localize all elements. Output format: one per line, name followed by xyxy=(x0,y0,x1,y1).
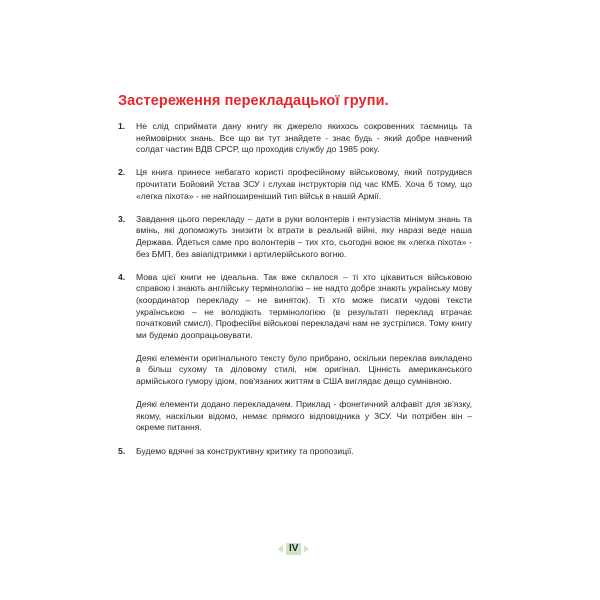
paragraph-added-elements xyxy=(118,399,472,434)
numbered-item-4 xyxy=(118,272,472,342)
item-number: 2. xyxy=(118,167,126,178)
item-number: 1. xyxy=(118,121,126,131)
item-text: Не слід сприймати дану книгу як джерело якихось сокровенних таємниць та неймовірних знань. Все що ви тут знайдете - знає будь - який добре навчений солдат частин ВДВ СРСР, що проходив службу до 1985 року. xyxy=(136,121,472,155)
numbered-item-5 xyxy=(118,446,472,458)
numbered-item-3 xyxy=(118,214,472,260)
paragraph-removed-elements xyxy=(118,353,472,388)
paragraph-text: Деякі елементи оригінального тексту було прибрано, оскільки переклав викладено в більш сухому та діловому стилі, ніж оригінал. Цінність американського армійського гумору ідіом, пов'язаних життям в США виглядає дещо сумнівною. xyxy=(136,352,472,387)
page-title: Застереження перекладацької групи. xyxy=(118,93,389,109)
arrow-right-icon xyxy=(304,545,309,553)
item-text: Мова цієї книги не ідеальна. Так вже склалося – ті хто цікавиться військовою справою і знають англійську термінологію – не надто добре знають українську мову (координатор перекладу – не виняток). Ті хто може писати чудові тексти українською – не володіють термінологією (в результаті переклад втрачає початковий смисл). Професійні військові перекладачі нам не зустрілися. Тому книгу ми будемо доопрацьовувати. xyxy=(136,271,472,340)
numbered-item-1 xyxy=(118,121,472,156)
item-text: Ця книга принесе небагато користі професійному військовому, який потрудився прочитати Бойовий Устав ЗСУ і слухав інструкторів під час КМБ. Хоча б тому, що «легка піхота» - не найпоширеніший тип військ в нашій Армії. xyxy=(136,167,472,201)
item-text: Будемо вдячні за конструктивну критику та пропозиції. xyxy=(136,445,354,456)
paragraph-text: Деякі елементи додано перекладачем. Приклад - фонетичний алфавіт для зв'язку, якому, наскільки відомо, немає прямого відповідника у ЗСУ. Чи потрібен він – окреме питання. xyxy=(136,399,472,433)
page-content xyxy=(118,121,472,469)
item-number: 3. xyxy=(118,213,126,224)
item-text: Завдання цього перекладу – дати в руки волонтерів і ентузіастів мінімум знань та вмінь, які допоможуть знизити їх втрати в реальній війні, яку наразі веде наша Держава. Йдеться саме про волонтерів – тих хто, сьогодні воює як «легка піхота» - без БМП, без авіапідтримки і артилерійського вогню. xyxy=(136,213,472,259)
item-number: 4. xyxy=(118,271,126,282)
item-number: 5. xyxy=(118,445,126,456)
page-number xyxy=(278,543,309,555)
numbered-item-2 xyxy=(118,167,472,202)
arrow-left-icon xyxy=(278,545,283,553)
page-number-label: IV xyxy=(286,543,301,555)
